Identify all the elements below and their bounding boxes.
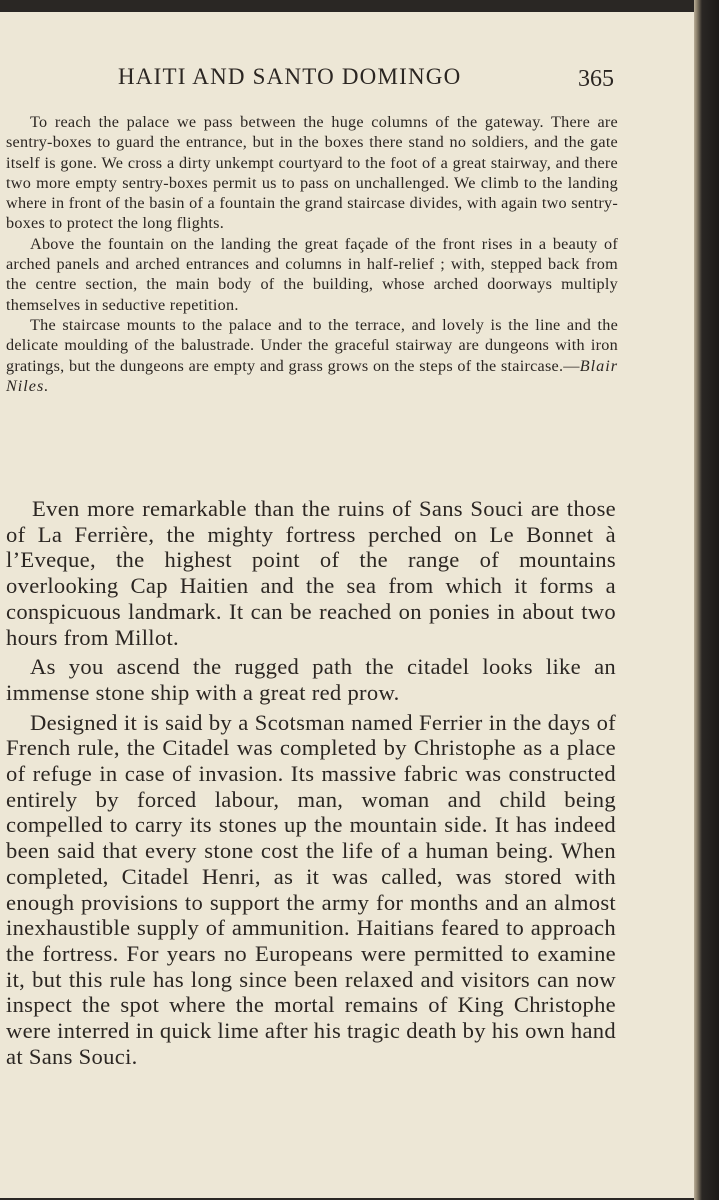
- quote-paragraph-last: [6, 315, 618, 396]
- body-paragraph: As you ascend the rugged path the citadel looks like an immense stone ship with a great red prow.: [6, 654, 616, 705]
- body-paragraph: Designed it is said by a Scotsman named Ferrier in the days of French rule, the Citadel was completed by Christophe as a place of refuge in case of invasion. Its massive fabric was constructed entirely by forced labour, man, woman and child being compelled to carry its stones up the mountain side. It has indeed been said that every stone cost the life of a human being. When completed, Citadel Henri, as it was called, was stored with enough provisions to support the army for months and an almost inexhaustible supply of ammunition. Haitians feared to approach the fortress. For years no Europeans were permitted to examine it, but this rule has long since been relaxed and visitors can now inspect the spot where the mortal remains of King Christophe were interred in quick lime after his tragic death by his own hand at Sans Souci.: [6, 709, 616, 1069]
- quoted-passage: [6, 112, 618, 396]
- quote-paragraph: To reach the palace we pass between the huge columns of the gateway. There are sentry-boxes to guard the entrance, but in the boxes there stand no soldiers, and the gate itself is gone. We cross a dirty unkempt courtyard to the foot of a great stairway, and there two more empty sentry-boxes permit us to pass on unchallenged. We climb to the landing where in front of the basin of a fountain the grand staircase divides, with again two sentry-boxes to protect the long flights.: [6, 113, 618, 233]
- page-header: [0, 58, 694, 98]
- running-head: HAITI AND SANTO DOMINGO: [118, 64, 462, 89]
- quote-paragraph-text: The staircase mounts to the palace and to the terrace, and lovely is the line and the delicate moulding of the balustrade. Under the graceful stairway are dungeons with iron gratings, but the dungeons are empty and grass grows on the steps of the staircase.: [6, 315, 618, 375]
- body-paragraph: Even more remarkable than the ruins of Sans Souci are those of La Ferrière, the mighty fortress perched on Le Bonnet à l’Eveque, the highest point of the range of mountains overlooking Cap Haitien and the sea from which it forms a conspicuous landmark. It can be reached on ponies in about two hours from Millot.: [6, 496, 616, 650]
- quote-attribution: Blair Niles.: [6, 356, 618, 395]
- body-text: [6, 496, 616, 1069]
- attribution-separator: —: [563, 356, 580, 375]
- page-number: 365: [578, 66, 614, 92]
- quote-paragraph: Above the fountain on the landing the great façade of the front rises in a beauty of arched panels and arched entrances and columns in half-relief ; with, stepped back from the centre section, the main body of the building, whose arched doorways multiply themselves in seductive repetition.: [6, 234, 618, 314]
- book-page: [0, 12, 694, 1198]
- page-edge-shadow: [694, 0, 719, 1200]
